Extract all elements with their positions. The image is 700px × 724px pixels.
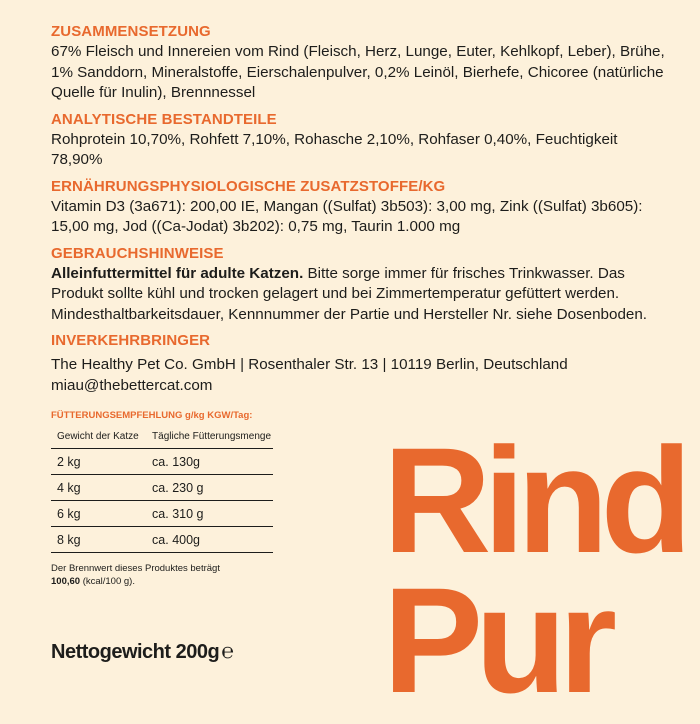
table-row: [51, 527, 273, 553]
composition-title: ZUSAMMENSETZUNG: [51, 23, 211, 40]
analytic-section: [51, 110, 666, 171]
energy-unit: (kcal/100 g).: [80, 575, 135, 587]
distributor-email: miau@thebettercat.com: [51, 376, 213, 394]
table-row: [51, 501, 273, 527]
additives-text: Vitamin D3 (3a671): 200,00 IE, Mangan ((Sulfat) 3b503): 3,00 mg, Zink ((Sulfat) 3b605): 15,00 mg, Jod ((Ca-Jodat) 3b202): 0,75 mg, Taurin 1.000 mg: [51, 197, 643, 235]
feeding-table-header: [51, 428, 273, 449]
usage-body-text: Bitte sorge immer für frisches Trinkwasser. Das Produkt sollte kühl und trocken gelagert und bei Zimmertemperatur gefüttert werden. Mindesthaltbarkeitsdauer, Kennnummer der Partie und Hersteller Nr. siehe Dosenboden.: [51, 264, 648, 323]
feeding-weight-cell: 6 kg: [51, 501, 140, 527]
estimate-sign-icon: ℮: [221, 640, 234, 663]
feeding-weight-cell: 2 kg: [51, 449, 140, 475]
feeding-title: FÜTTERUNGSEMPFEHLUNG g/kg KGW/Tag:: [51, 410, 253, 421]
analytic-text: Rohprotein 10,70%, Rohfett 7,10%, Rohasche 2,10%, Rohfaser 0,40%, Feuchtigkeit 78,90%: [51, 130, 618, 168]
usage-section: [51, 244, 666, 326]
composition-section: [51, 22, 666, 104]
table-row: [51, 475, 273, 501]
distributor-title: INVERKEHRBRINGER: [51, 332, 211, 349]
additives-title: ERNÄHRUNGSPHYSIOLOGISCHE ZUSATZSTOFFE/KG: [51, 177, 446, 195]
feeding-amount-cell: ca. 400g: [140, 527, 273, 553]
distributor-address: The Healthy Pet Co. GmbH | Rosenthaler Str. 13 | 10119 Berlin, Deutschland: [51, 356, 568, 373]
usage-text: [51, 264, 666, 326]
net-weight: [51, 640, 233, 664]
feeding-weight-cell: 8 kg: [51, 527, 140, 553]
energy-value: 100,60: [51, 575, 81, 587]
feeding-weight-cell: 4 kg: [51, 475, 140, 501]
feeding-amount-cell: ca. 230 g: [140, 475, 273, 501]
usage-title: GEBRAUCHSHINWEISE: [51, 244, 224, 262]
feeding-amount-cell: ca. 310 g: [140, 501, 273, 527]
net-weight-text: Nettogewicht 200g: [51, 641, 220, 663]
product-name-line2: Pur: [383, 556, 610, 724]
feeding-header-weight: Gewicht der Katze: [51, 428, 140, 449]
table-row: [51, 449, 273, 475]
feeding-table: [51, 428, 273, 553]
product-name-line1: Rind: [383, 416, 685, 584]
energy-text: Der Brennwert dieses Produktes beträgt: [51, 563, 220, 574]
analytic-title: ANALYTISCHE BESTANDTEILE: [51, 110, 277, 128]
additives-section: [51, 177, 666, 238]
distributor-section: [51, 331, 666, 396]
composition-text: 67% Fleisch und Innereien vom Rind (Fleisch, Herz, Lunge, Euter, Kehlkopf, Leber), Brühe, 1% Sanddorn, Mineralstoffe, Eierschalenpulver, 0,2% Leinöl, Bierhefe, Chicoree (natürliche Quelle für Inulin), Brennnessel: [51, 43, 665, 101]
feeding-amount-cell: ca. 130g: [140, 449, 273, 475]
usage-bold-text: Alleinfuttermittel für adulte Katzen.: [51, 264, 304, 282]
feeding-header-amount: Tägliche Fütterungsmenge: [140, 428, 273, 449]
